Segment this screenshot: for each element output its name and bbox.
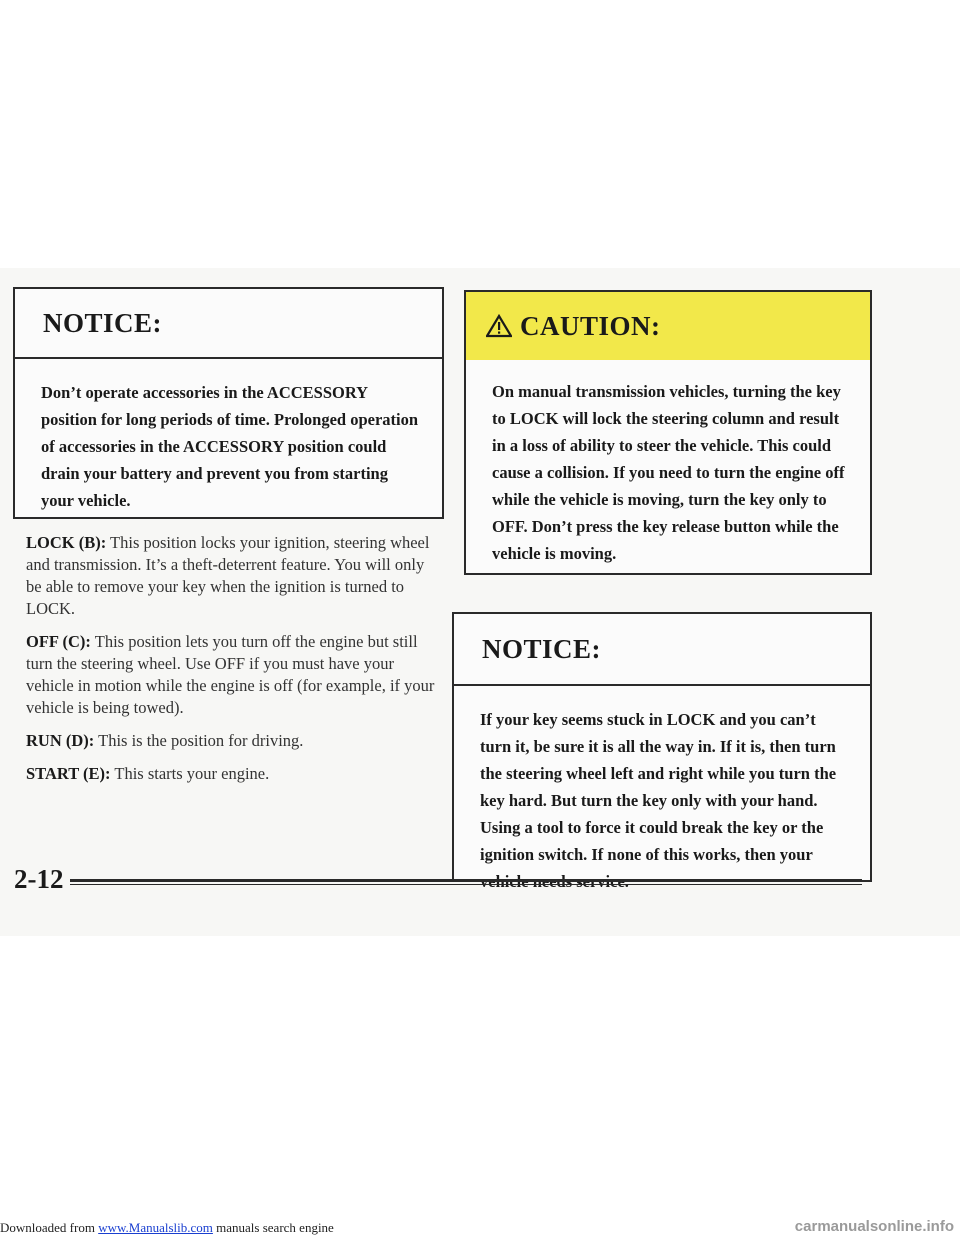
warning-triangle-icon bbox=[486, 314, 512, 338]
footer-rule-thin bbox=[62, 884, 862, 885]
caution-title: CAUTION: bbox=[520, 310, 661, 341]
notice-box-accessory bbox=[13, 287, 444, 519]
caution-box bbox=[464, 290, 872, 575]
notice-box-stuck-key bbox=[452, 612, 872, 882]
footer-rule bbox=[62, 879, 862, 882]
position-run bbox=[26, 730, 441, 752]
download-credit bbox=[0, 1220, 334, 1236]
notice-body: If your key seems stuck in LOCK and you can’t turn it, be sure it is all the way in. If it is, then turn the steering wheel left and right while you turn the key hard. But turn the key only with your hand. Using a tool to force it could break the key or the ignition switch. If none of this works, then your bbox=[480, 710, 837, 864]
position-term: OFF (C): bbox=[26, 632, 91, 651]
position-start bbox=[26, 763, 441, 785]
position-off bbox=[26, 631, 441, 719]
ignition-positions bbox=[26, 532, 441, 796]
caution-body: On manual transmission vehicles, turning the key to LOCK will lock the steering column and result in a loss of ability to steer the vehicle. This could cause a collision. If you need to turn the engine off while the vehicle is moving, turn the key only to OFF. Don’t press the key release button while the vehicle is moving. bbox=[492, 382, 845, 563]
position-desc: This position lets you turn off the engine but still turn the steering wheel. Use OFF if you must have your vehicle in motion while the engine is off (for example, if your vehicle is being towed). bbox=[26, 632, 435, 717]
position-desc: This position locks your ignition, steering wheel and transmission. It’s a theft-deterrent feature. You will only be able to remove your key when the ignition is turned to LOCK. bbox=[26, 533, 430, 618]
position-lock bbox=[26, 532, 441, 620]
download-suffix: manuals search engine bbox=[212, 1220, 334, 1235]
position-term: START (E): bbox=[26, 764, 111, 783]
position-desc: This starts your engine. bbox=[114, 764, 270, 783]
position-term: RUN (D): bbox=[26, 731, 95, 750]
watermark: carmanualsonline.info bbox=[794, 1218, 954, 1235]
notice-title: NOTICE: bbox=[15, 289, 442, 359]
position-desc: This is the position for driving. bbox=[98, 731, 304, 750]
manualslib-link[interactable]: www.Manualslib.com bbox=[98, 1220, 213, 1235]
caution-header bbox=[466, 292, 870, 360]
position-term: LOCK (B): bbox=[26, 533, 107, 552]
notice-title: NOTICE: bbox=[454, 614, 870, 686]
page-number: 2-12 bbox=[14, 864, 70, 895]
download-prefix: Downloaded from bbox=[0, 1220, 99, 1235]
notice-body: Don’t operate accessories in the ACCESSORY position for long periods of time. Prolonged operation of accessories in the ACCESSORY position could drain your battery and prevent you from starting your vehicle. bbox=[41, 383, 419, 510]
